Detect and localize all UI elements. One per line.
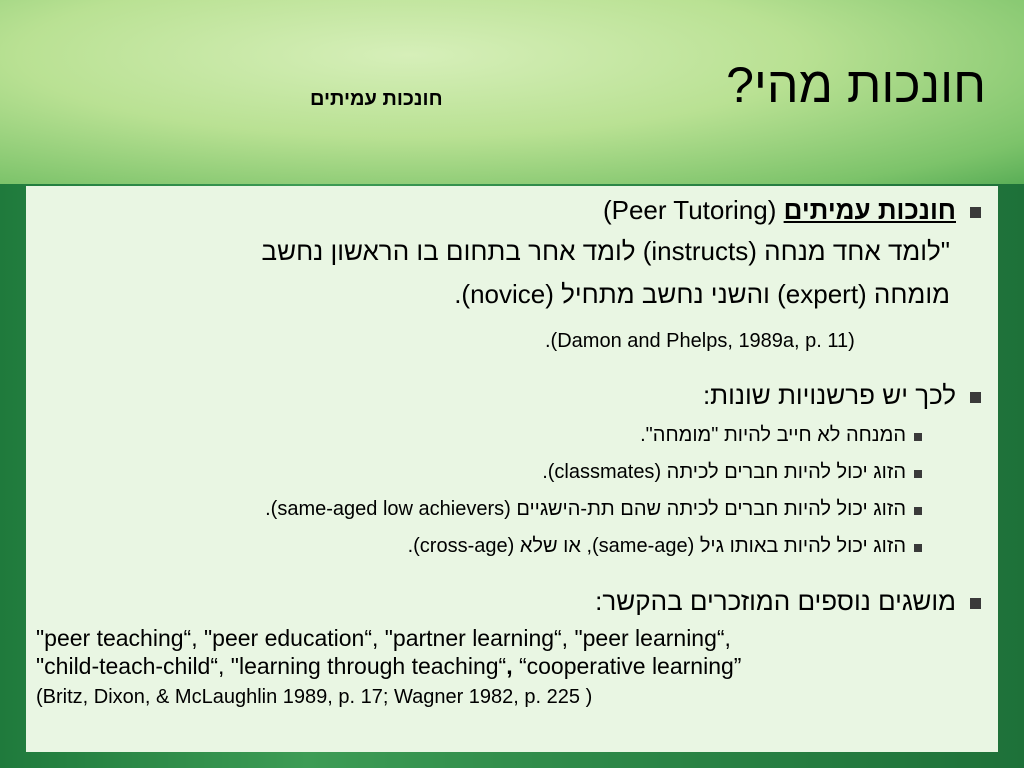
bullet-square-icon	[970, 392, 981, 403]
page-title: חונכות מהי?	[726, 57, 986, 113]
list-item: הזוג יכול להיות חברים לכיתה שהם תת-הישגיים (same-aged low achievers).	[265, 498, 906, 520]
interpretations-heading: לכך יש פרשנויות שונות:	[702, 380, 956, 410]
definition-line-2: מומחה (expert) והשני נחשב מתחיל (novice).	[454, 279, 950, 309]
related-terms-heading: מושגים נוספים המוזכרים בהקשר:	[595, 586, 956, 616]
list-item: המנחה לא חייב להיות "מומחה".	[640, 424, 906, 446]
related-terms-comma: ,	[506, 653, 513, 679]
sub-bullet-icon	[914, 507, 922, 515]
citation-2: (Britz, Dixon, & McLaughlin 1989, p. 17; Wagner 1982, p. 225 )	[36, 686, 593, 708]
term-english: (Peer Tutoring)	[602, 195, 777, 225]
citation-1: .(Damon and Phelps, 1989a, p. 11)	[545, 330, 855, 352]
sub-bullet-icon	[914, 470, 922, 478]
related-terms-line-2	[36, 653, 741, 680]
sub-bullet-icon	[914, 544, 922, 552]
sub-bullet-icon	[914, 433, 922, 441]
related-terms-part-a: "child-teach-child“, "learning through teaching“	[36, 653, 507, 679]
term-hebrew: חונכות עמיתים	[783, 195, 956, 225]
list-item: הזוג יכול להיות חברים לכיתה (classmates).	[542, 461, 906, 483]
definition-line-1: "לומד אחד מנחה (instructs) לומד אחר בתחום בו הראשון נחשב	[261, 236, 950, 266]
page-subtitle: חונכות עמיתים	[310, 88, 443, 110]
related-terms-part-c: “cooperative learning”	[512, 653, 742, 679]
term-heading	[603, 195, 956, 226]
bullet-square-icon	[970, 598, 981, 609]
related-terms-line-1: "peer teaching“, "peer education“, "partner learning“, "peer learning“,	[36, 625, 731, 651]
bullet-square-icon	[970, 207, 981, 218]
list-item: הזוג יכול להיות באותו גיל (same-age), או שלא (cross-age).	[407, 535, 906, 557]
